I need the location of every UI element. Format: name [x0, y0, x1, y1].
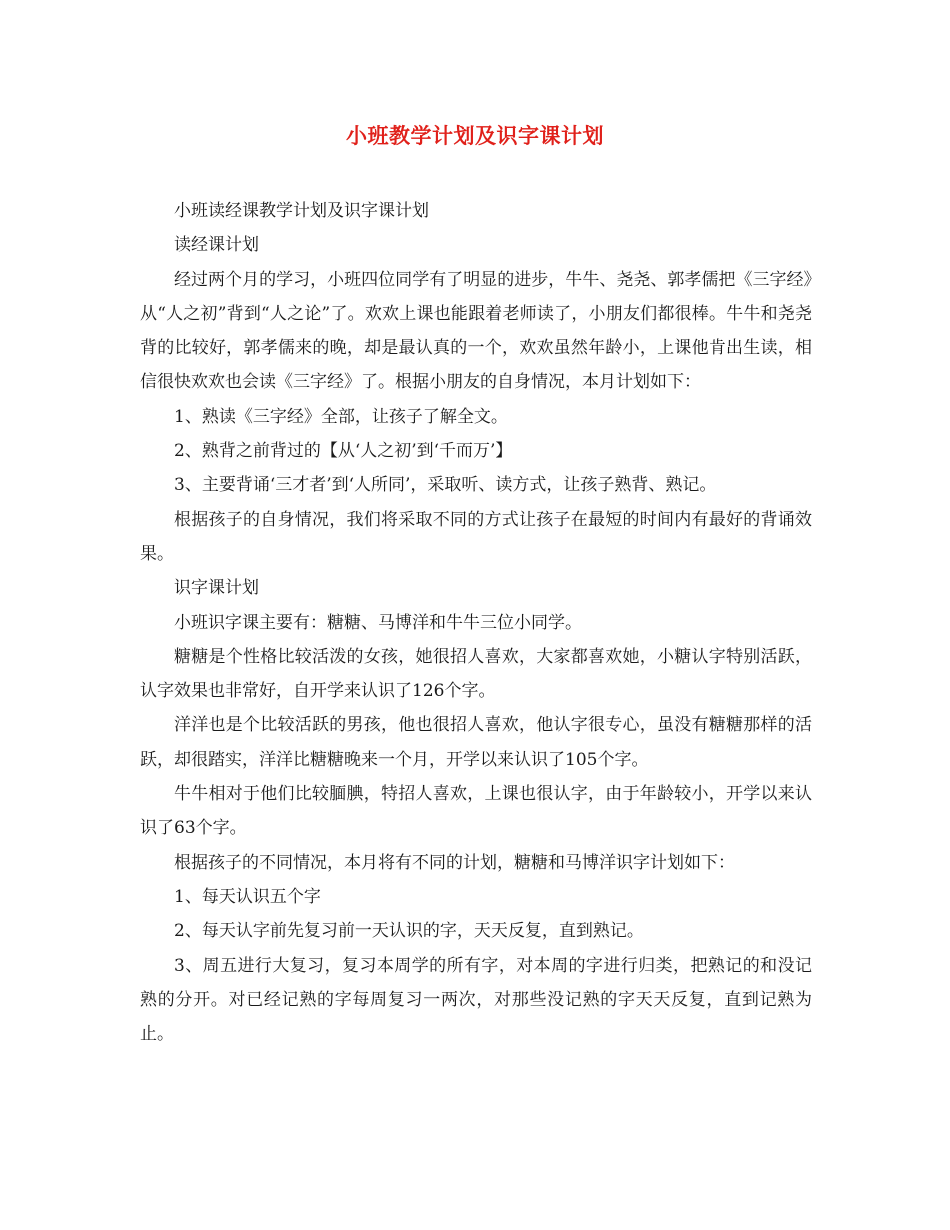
- section-heading-literacy: 识字课计划: [174, 578, 259, 599]
- document-body: [140, 194, 812, 1051]
- paragraph: 洋洋也是个比较活跃的男孩，他也很招人喜欢，他认字很专心，虽没有糖糖那样的活跃，却很踏实，洋洋比糖糖晚来一个月，开学以来认识了105个字。: [140, 715, 812, 770]
- paragraph: 经过两个月的学习，小班四位同学有了明显的进步，牛牛、尧尧、郭孝儒把《三字经》从“人之初”背到“人之论”了。欢欢上课也能跟着老师读了，小朋友们都很棒。牛牛和尧尧背的比较好，郭孝儒来的晚，却是最认真的一个，欢欢虽然年龄小，上课他肯出生读，相信很快欢欢也会读《三字经》了。根据小朋友的自身情况，本月计划如下：: [140, 269, 812, 393]
- paragraph: 牛牛相对于他们比较腼腆，特招人喜欢，上课也很认字，由于年龄较小，开学以来认识了63个字。: [140, 784, 812, 839]
- list-item: 2、熟背之前背过的【从‘人之初’到‘千而万’】: [174, 441, 513, 462]
- paragraph: 根据孩子的自身情况，我们将采取不同的方式让孩子在最短的时间内有最好的背诵效果。: [140, 509, 812, 564]
- paragraph: 小班读经课教学计划及识字课计划: [174, 201, 429, 221]
- list-item: 1、每天认识五个字: [174, 886, 321, 907]
- list-item: 3、主要背诵‘三才者’到‘人所同’，采取听、读方式，让孩子熟背、熟记。: [174, 475, 717, 496]
- paragraph: 糖糖是个性格比较活泼的女孩，她很招人喜欢，大家都喜欢她，小糖认字特别活跃，认字效果也非常好，自开学来认识了126个字。: [140, 646, 812, 702]
- paragraph: 根据孩子的不同情况，本月将有不同的计划，糖糖和马博洋识字计划如下：: [174, 852, 735, 873]
- document-title: 小班教学计划及识字课计划: [346, 123, 604, 148]
- list-item: 3、周五进行大复习，复习本周学的所有字，对本周的字进行归类，把熟记的和没记熟的分开。对已经记熟的字每周复习一两次，对那些没记熟的字天天反复，直到记熟为止。: [140, 955, 812, 1045]
- paragraph: 小班识字课主要有：糖糖、马博洋和牛牛三位小同学。: [174, 612, 582, 633]
- section-heading-reading: 读经课计划: [174, 235, 259, 256]
- list-item: 2、每天认字前先复习前一天认识的字，天天反复，直到熟记。: [174, 921, 644, 942]
- list-item: 1、熟读《三字经》全部，让孩子了解全文。: [174, 406, 508, 427]
